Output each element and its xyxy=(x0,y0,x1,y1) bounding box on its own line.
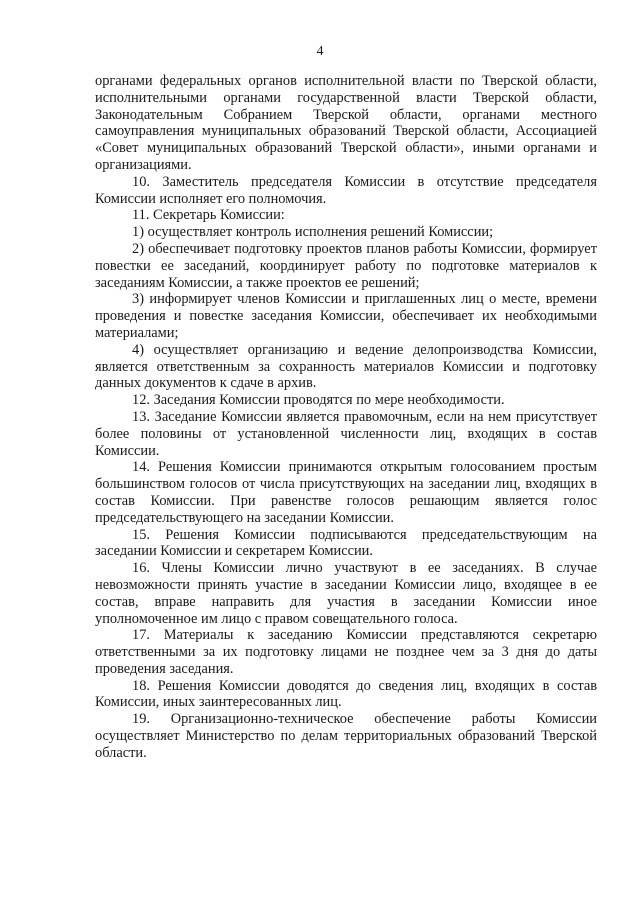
paragraph-item-11: 11. Секретарь Комиссии: xyxy=(132,207,285,224)
page-number: 4 xyxy=(316,44,324,59)
paragraph-item-14: 14. Решения Комиссии принимаются открытым голосованием простым большинством голосов от числа присутствующих на заседании лиц, входящих в состав Комиссии. При равенстве голосов решающим является голос председательствующего на заседании Комиссии. xyxy=(95,459,597,526)
paragraph-item-17: 17. Материалы к заседанию Комиссии представляются секретарю ответственными за их подготовку лицами не позднее чем за 3 дня до даты проведения заседания. xyxy=(95,627,597,677)
paragraph-item-12: 12. Заседания Комиссии проводятся по мере необходимости. xyxy=(132,392,505,409)
paragraph-item-16: 16. Члены Комиссии лично участвуют в ее заседаниях. В случае невозможности принять участие в заседании Комиссии лицо, входящее в ее состав, вправе направить для участия в заседании Комиссии иное уполномоченное им лицо с правом совещательного голоса. xyxy=(95,560,597,627)
paragraph-item-10: 10. Заместитель председателя Комиссии в отсутствие председателя Комиссии исполняет его полномочия. xyxy=(95,173,597,207)
paragraph-item-18: 18. Решения Комиссии доводятся до сведения лиц, входящих в состав Комиссии, иных заинтересованных лиц. xyxy=(95,677,597,711)
paragraph-subitem-1: 1) осуществляет контроль исполнения решений Комиссии; xyxy=(132,224,494,241)
paragraph-item-15: 15. Решения Комиссии подписываются председательствующим на заседании Комиссии и секретарем Комиссии. xyxy=(95,526,597,560)
paragraph-continuation: органами федеральных органов исполнительной власти по Тверской области, исполнительными органами государственной власти Тверской области, Законодательным Собранием Тверской области, органами местного самоуправления муниципальных образований Тверской области, Ассоциацией «Совет муниципальных образований Тверской области», иными органами и организациями. xyxy=(95,73,597,173)
paragraph-subitem-3: 3) информирует членов Комиссии и приглашенных лиц о месте, времени проведения и повестке заседания Комиссии, обеспечивает их необходимыми материалами; xyxy=(95,291,597,341)
document-body xyxy=(95,73,597,762)
paragraph-item-19: 19. Организационно-техническое обеспечение работы Комиссии осуществляет Министерство по делам территориальных образований Тверской области. xyxy=(95,711,597,761)
paragraph-subitem-2: 2) обеспечивает подготовку проектов планов работы Комиссии, формирует повестки ее заседаний, координирует работу по подготовке материалов к заседаниям Комиссии, а также проектов ее решений; xyxy=(95,240,597,291)
paragraph-item-13: 13. Заседание Комиссии является правомочным, если на нем присутствует более половины от установленной численности лиц, входящих в состав Комиссии. xyxy=(95,408,597,459)
paragraph-subitem-4: 4) осуществляет организацию и ведение делопроизводства Комиссии, является ответственным за сохранность материалов Комиссии и подготовку данных документов к сдаче в архив. xyxy=(95,341,597,392)
